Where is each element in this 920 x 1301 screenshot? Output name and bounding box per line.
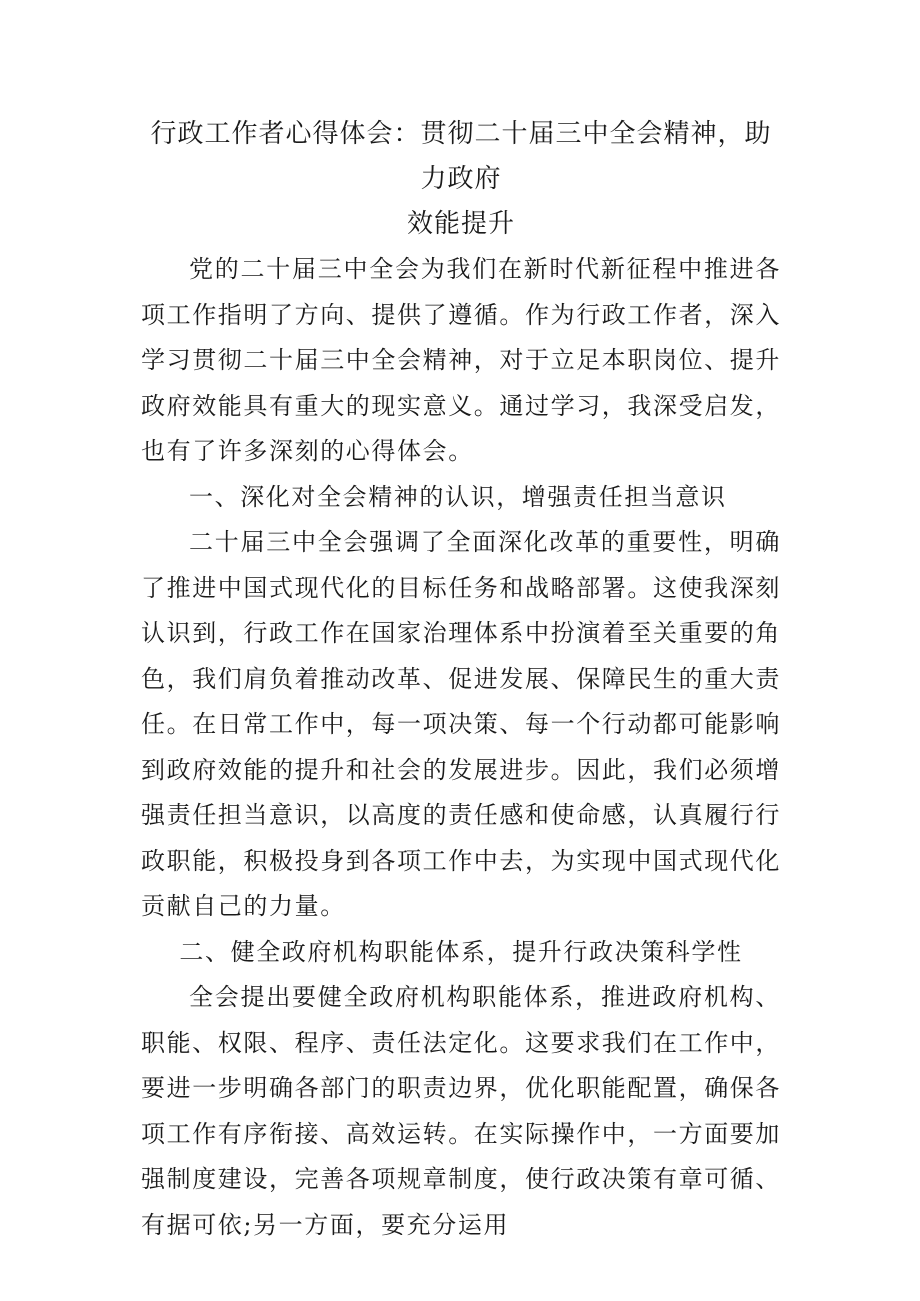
section-2-paragraph: 全会提出要健全政府机构职能体系，推进政府机构、职能、权限、程序、责任法定化。这要求我们在工作中，要进一步明确各部门的职责边界，优化职能配置，确保各项工作有序衔接、高效运转。在实际操作中，一方面要加强制度建设，完善各项规章制度，使行政决策有章可循、有据可依;另一方面，要充分运用: [141, 983, 781, 1239]
document-page: [141, 112, 781, 1248]
intro-paragraph: 党的二十届三中全会为我们在新时代新征程中推进各项工作指明了方向、提供了遵循。作为行政工作者，深入学习贯彻二十届三中全会精神，对于立足本职岗位、提升政府效能具有重大的现实意义。通过学习，我深受启发，也有了许多深刻的心得体会。: [141, 255, 781, 465]
section-1-paragraph: 二十届三中全会强调了全面深化改革的重要性，明确了推进中国式现代化的目标任务和战略部署。这使我深刻认识到，行政工作在国家治理体系中扮演着至关重要的角色，我们肩负着推动改革、促进发展、保障民生的重大责任。在日常工作中，每一项决策、每一个行动都可能影响到政府效能的提升和社会的发展进步。因此，我们必须增强责任担当意识，以高度的责任感和使命感，认真履行行政职能，积极投身到各项工作中去，为实现中国式现代化贡献自己的力量。: [141, 528, 781, 920]
title-line-1: 行政工作者心得体会：贯彻二十届三中全会精神，助力政府: [150, 119, 772, 194]
document-title: [141, 112, 781, 247]
section-1-heading: 一、深化对全会精神的认识，增强责任担当意识: [189, 482, 727, 511]
title-line-2: 效能提升: [406, 209, 515, 239]
section-2-heading: 二、健全政府机构职能体系，提升行政决策科学性: [179, 937, 743, 966]
